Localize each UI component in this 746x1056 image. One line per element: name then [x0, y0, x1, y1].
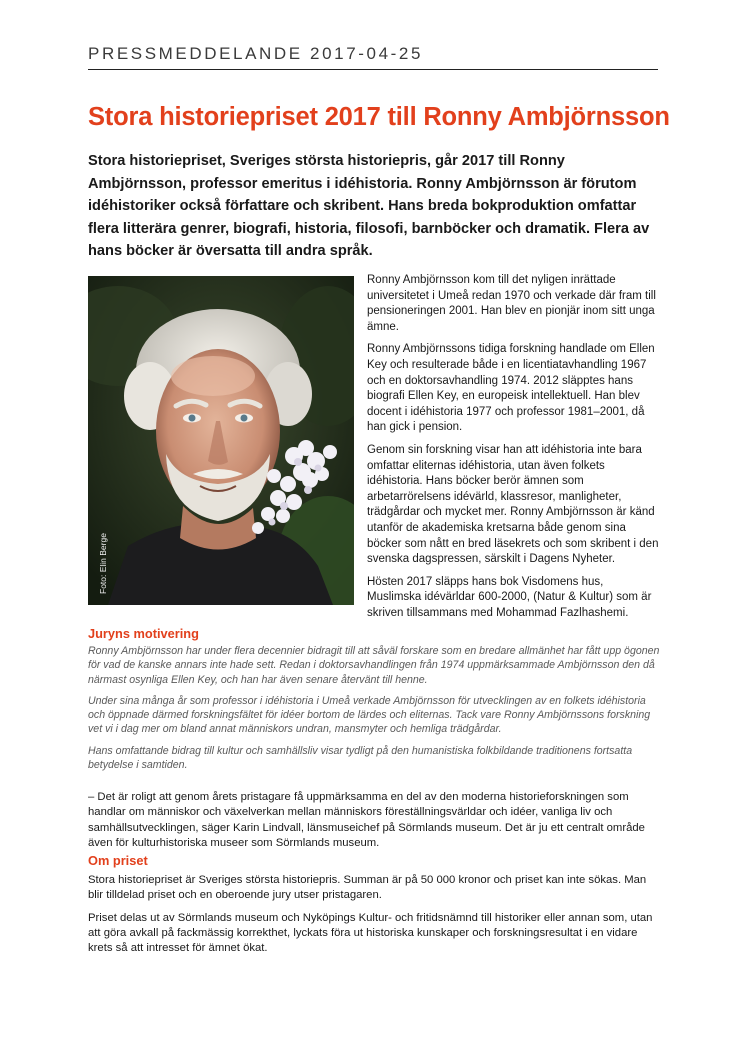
lead-paragraph: Stora historiepriset, Sveriges största historiepris, går 2017 till Ronny Ambjörnsson, professor emeritus i idéhistoria. Ronny Ambjörnsson är förutom idéhistoriker också författare och skribent. Hans breda bokproduktion omfattar flera litterära genrer, biografi, historia, filosofi, barnböcker och dramatik. Flera av hans böcker är översatta till andra språk. — [88, 153, 650, 260]
body-paragraph: Genom sin forskning visar han att idéhistoria inte bara omfattar eliternas idéhistoria, utan även folkets idéhistoria. Hans böcker berör ämnen som arbetarrörelsens idévärld, klassresor, manligheter, trädgårdar och mycket mer. Ronny Ambjörnsson är känd utanför de akademiska kretsarna både genom sina böcker som nått en bred läsekrets och som skribent i den svenska dagspressen, särskilt i Dagens Nyheter. — [367, 443, 659, 566]
about-prize-body — [88, 873, 660, 963]
about-paragraph: Stora historiepriset är Sveriges största historiepris. Summan är på 50 000 kronor och priset kan inte sökas. Man blir tilldelad priset och en oberoende jury utser pristagaren. — [88, 874, 647, 902]
portrait-photo — [88, 276, 354, 605]
about-paragraph: Priset delas ut av Sörmlands museum och Nyköpings Kultur- och fritidsnämnd till historiker eller annan som, utan att göra avkall på fackmässig korrekthet, lyckats föra ut historiska kunskaper och forskningsresultat i en vidare krets så att intresset för ämnet ökat. — [88, 911, 653, 955]
quote-paragraph: – Det är roligt att genom årets pristagare få uppmärksamma en del av den moderna historieforskningen som handlar om människor och växelverkan mellan människors föreställningsvärldar och idéer, vanliga liv och samhällsutvecklingen, säger Karin Lindvall, länsmuseichef på Sörmlands museum. Det är ju ett centralt område även för kulturhistoriska museer som Sörmlands museum. — [88, 791, 645, 849]
jury-motivation — [88, 644, 660, 779]
body-paragraph: Ronny Ambjörnssons tidiga forskning handlade om Ellen Key och resulterade både i en licentiatavhandling 1967 och en doktorsavhandling 1974. 2012 släpptes hans biografi Ellen Key, en europeisk intellektuell. Han blev docent i idéhistoria 1977 och professor 1981–2001, då han gick i pension. — [367, 343, 655, 434]
about-prize-heading: Om priset — [88, 853, 148, 868]
page-title: Stora historiepriset 2017 till Ronny Ambjörnsson — [88, 103, 670, 131]
jury-heading: Juryns motivering — [88, 626, 199, 641]
photo-credit: Foto: Elin Berge — [98, 533, 108, 594]
header-divider — [88, 69, 658, 70]
body-paragraph: Ronny Ambjörnsson kom till det nyligen inrättade universitetet i Umeå redan 1970 och verkade där fram till pensioneringen 2001. Han blev en pionjär inom sitt unga ämne. — [367, 274, 656, 333]
jury-paragraph: Ronny Ambjörnsson har under flera decennier bidragit till att såväl forskare som en bredare allmänhet har fått upp ögonen för vad de kanske annars inte hade sett. Redan i doktorsavhandlingen från 1974 uppmärksammade Ambjörnsson den då närmast osynliga Ellen Key, och han har även senare återvänt till henne. — [88, 645, 660, 686]
jury-paragraph: Under sina många år som professor i idéhistoria i Umeå verkade Ambjörnsson för utvecklingen av en folkets idéhistoria och öppnade därmed forskningsfältet för idéer bortom de lärdes och eliternas. Tack vare Ronny Ambjörnssons forskning vet vi i dag mer om bland annat människors undran, mansmyter och hemliga trädgårdar. — [88, 694, 651, 736]
body-column-right — [367, 273, 659, 628]
document-type-header: PRESSMEDDELANDE 2017-04-25 — [88, 44, 423, 63]
jury-paragraph: Hans omfattande bidrag till kultur och samhällsliv visar tydligt på den humanistiska folkbildande traditionens fortsatta betydelse i samtiden. — [88, 744, 633, 772]
body-paragraph: Hösten 2017 släpps hans bok Visdomens hus, Muslimska idévärldar 600-2000, (Natur & Kultur) som är skriven tillsammans med Mohammad Fazlhashemi. — [367, 575, 652, 619]
